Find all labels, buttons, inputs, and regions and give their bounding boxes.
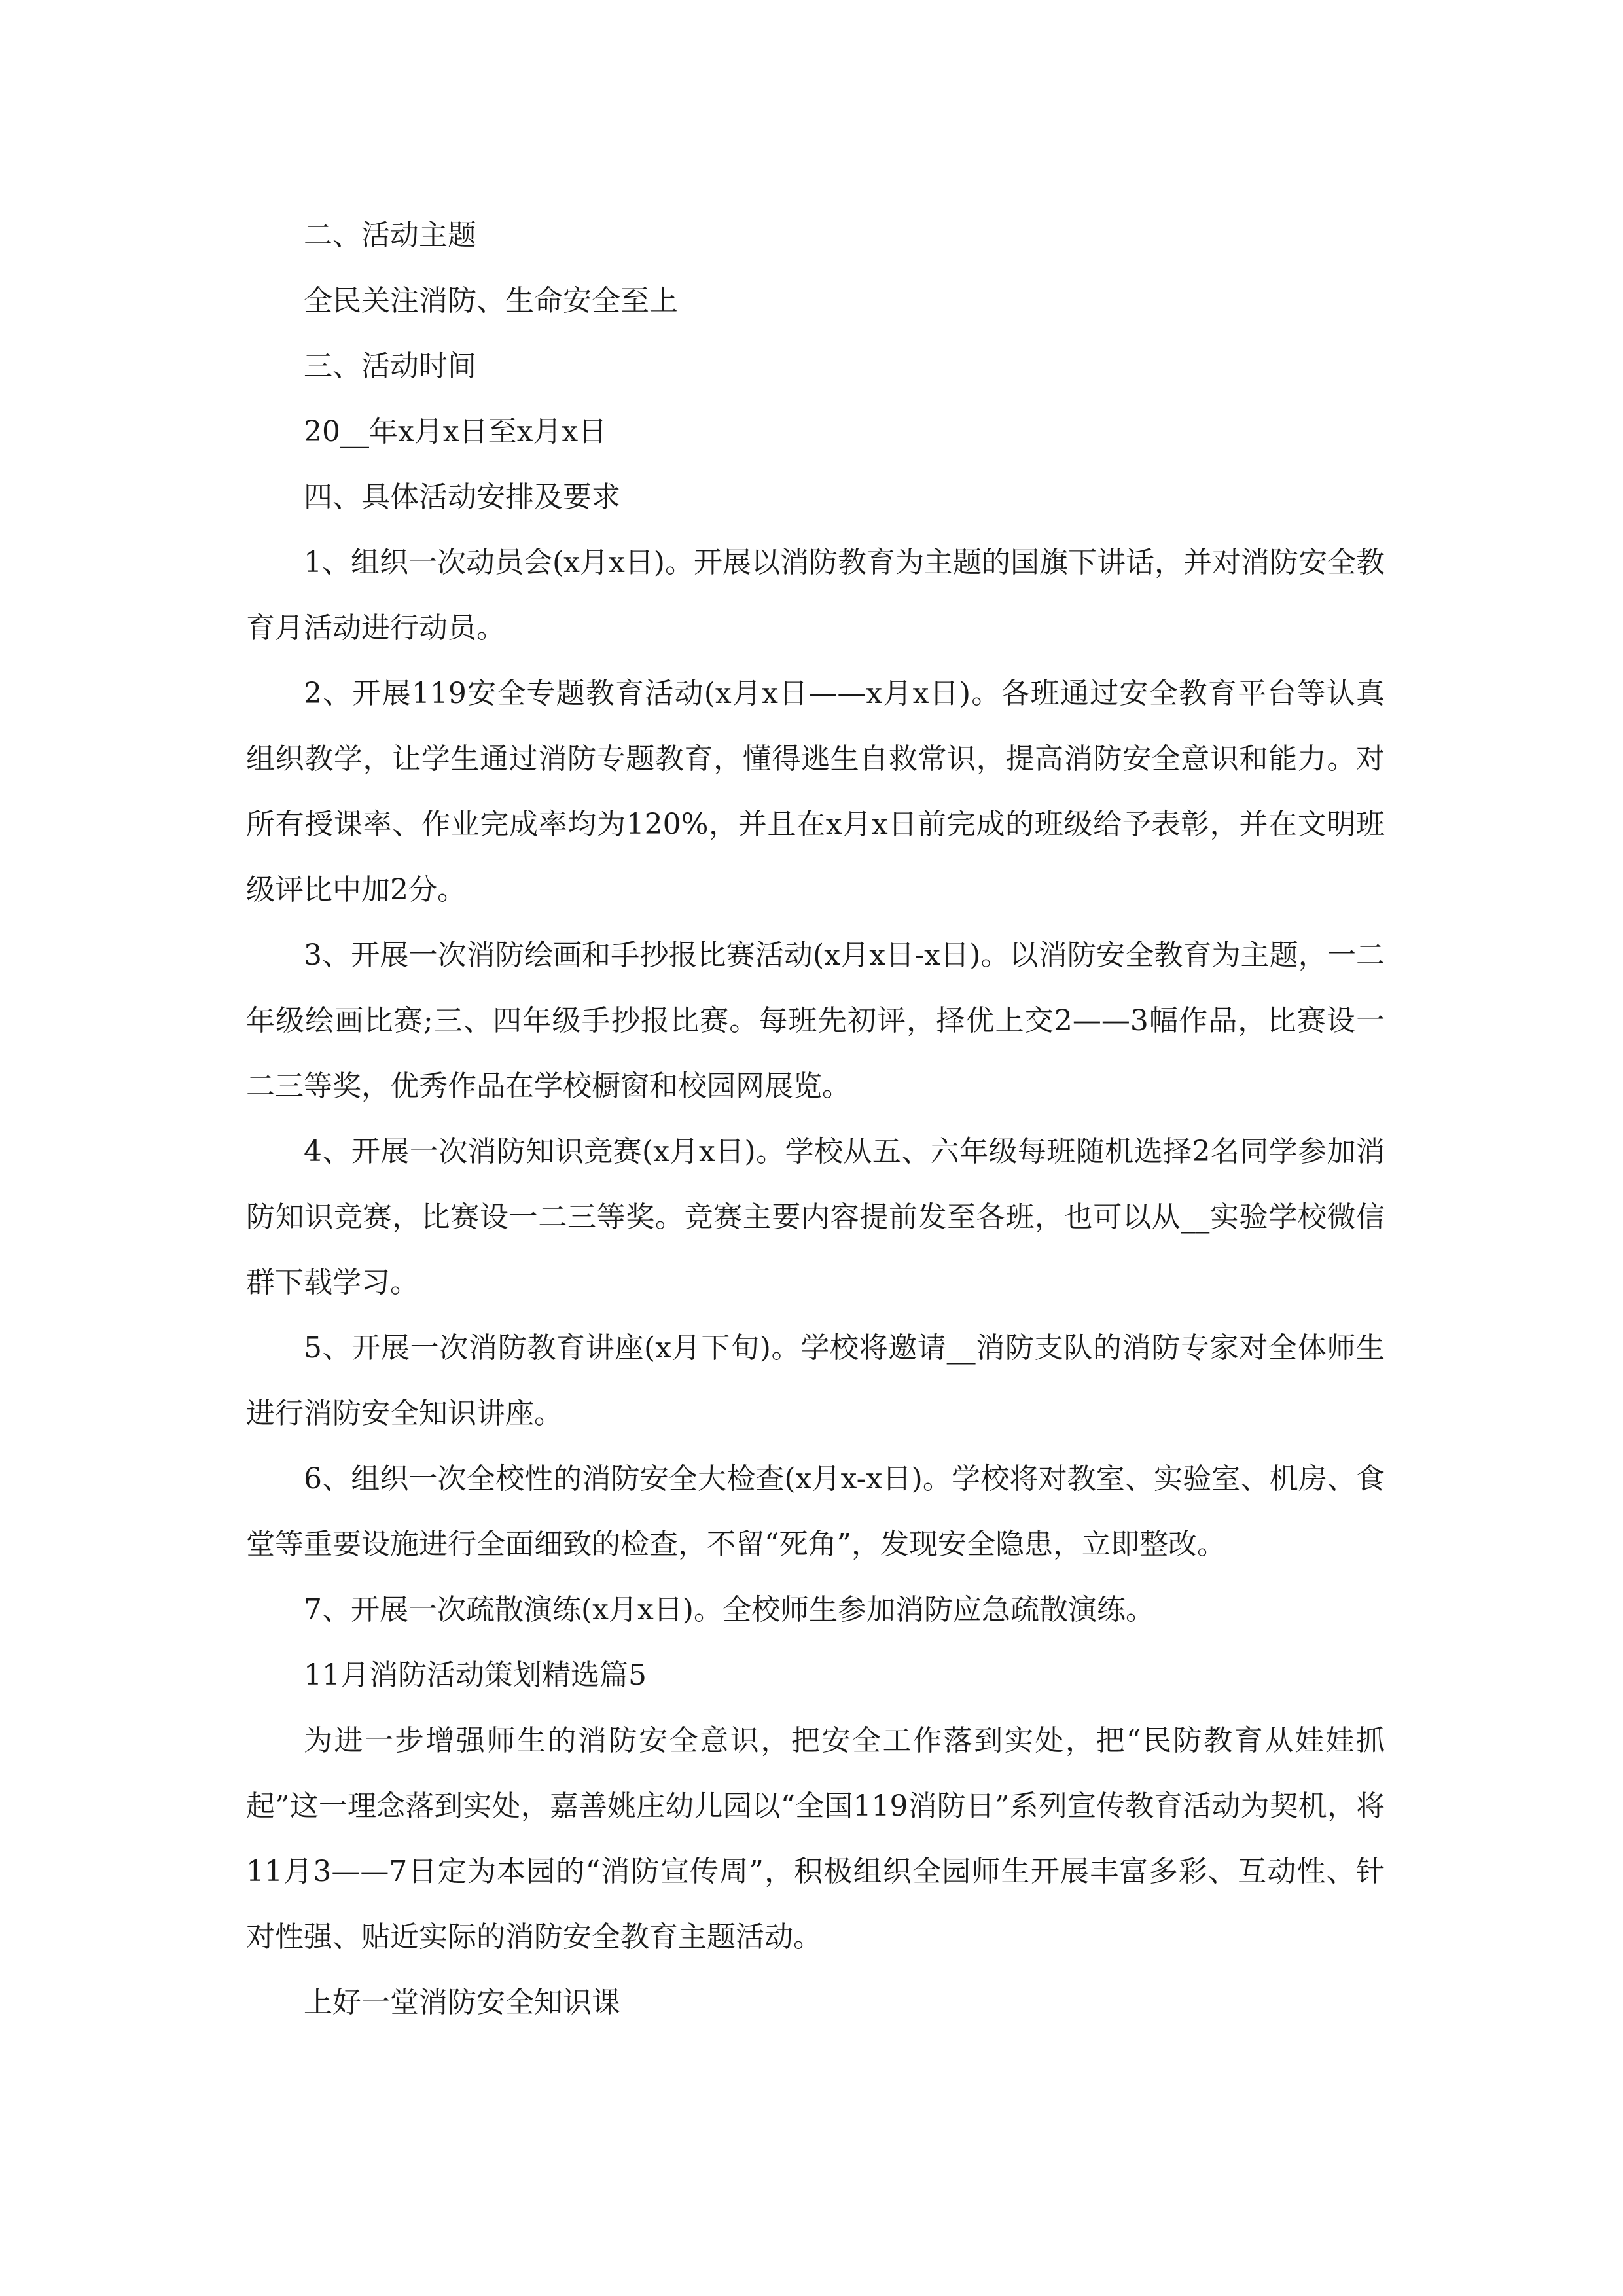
section-heading-theme: 二、活动主题: [304, 219, 476, 252]
section-heading-time: 三、活动时间: [304, 350, 476, 383]
paragraph-item-4: 4、开展一次消防知识竞赛(x月x日)。学校从五、六年级每班随机选择2名同学参加消防知识竞赛，比赛设一二三等奖。竞赛主要内容提前发至各班，也可以从__实验学校微信群下载学习。: [246, 1135, 1385, 1299]
paragraph-time-text: 20__年x月x日至x月x日: [304, 415, 607, 448]
paragraph-item-1: 1、组织一次动员会(x月x日)。开展以消防教育为主题的国旗下讲话，并对消防安全教育月活动进行动员。: [246, 546, 1385, 645]
paragraph-item-6: 6、组织一次全校性的消防安全大检查(x月x-x日)。学校将对教室、实验室、机房、食堂等重要设施进行全面细致的检查，不留“死角”，发现安全隐患，立即整改。: [246, 1462, 1385, 1561]
paragraph-item-3: 3、开展一次消防绘画和手抄报比赛活动(x月x日-x日)。以消防安全教育为主题，一二年级绘画比赛;三、四年级手抄报比赛。每班先初评，择优上交2——3幅作品，比赛设一二三等奖，优秀作品在学校橱窗和校园网展览。: [246, 939, 1385, 1103]
paragraph-lesson-heading: 上好一堂消防安全知识课: [304, 1986, 620, 2019]
paragraph-item-7: 7、开展一次疏散演练(x月x日)。全校师生参加消防应急疏散演练。: [304, 1593, 1154, 1626]
paragraph-theme-text: 全民关注消防、生命安全至上: [304, 284, 678, 317]
paragraph-item-2: 2、开展119安全专题教育活动(x月x日——x月x日)。各班通过安全教育平台等认真组织教学，让学生通过消防专题教育，懂得逃生自救常识，提高消防安全意识和能力。对所有授课率、作业完成率均为120%，并且在x月x日前完成的班级给予表彰，并在文明班级评比中加2分。: [246, 677, 1385, 906]
paragraph-item-5: 5、开展一次消防教育讲座(x月下旬)。学校将邀请__消防支队的消防专家对全体师生进行消防安全知识讲座。: [246, 1331, 1385, 1430]
article-heading-part-5: 11月消防活动策划精选篇5: [304, 1659, 647, 1692]
paragraph-intro-part-5: 为进一步增强师生的消防安全意识，把安全工作落到实处，把“民防教育从娃娃抓起”这一理念落到实处，嘉善姚庄幼儿园以“全国119消防日”系列宣传教育活动为契机，将11月3——7日定为本园的“消防宣传周”，积极组织全园师生开展丰富多彩、互动性、针对性强、贴近实际的消防安全教育主题活动。: [246, 1724, 1385, 1954]
section-heading-arrangements: 四、具体活动安排及要求: [304, 480, 620, 514]
document-body: [246, 203, 1385, 2036]
